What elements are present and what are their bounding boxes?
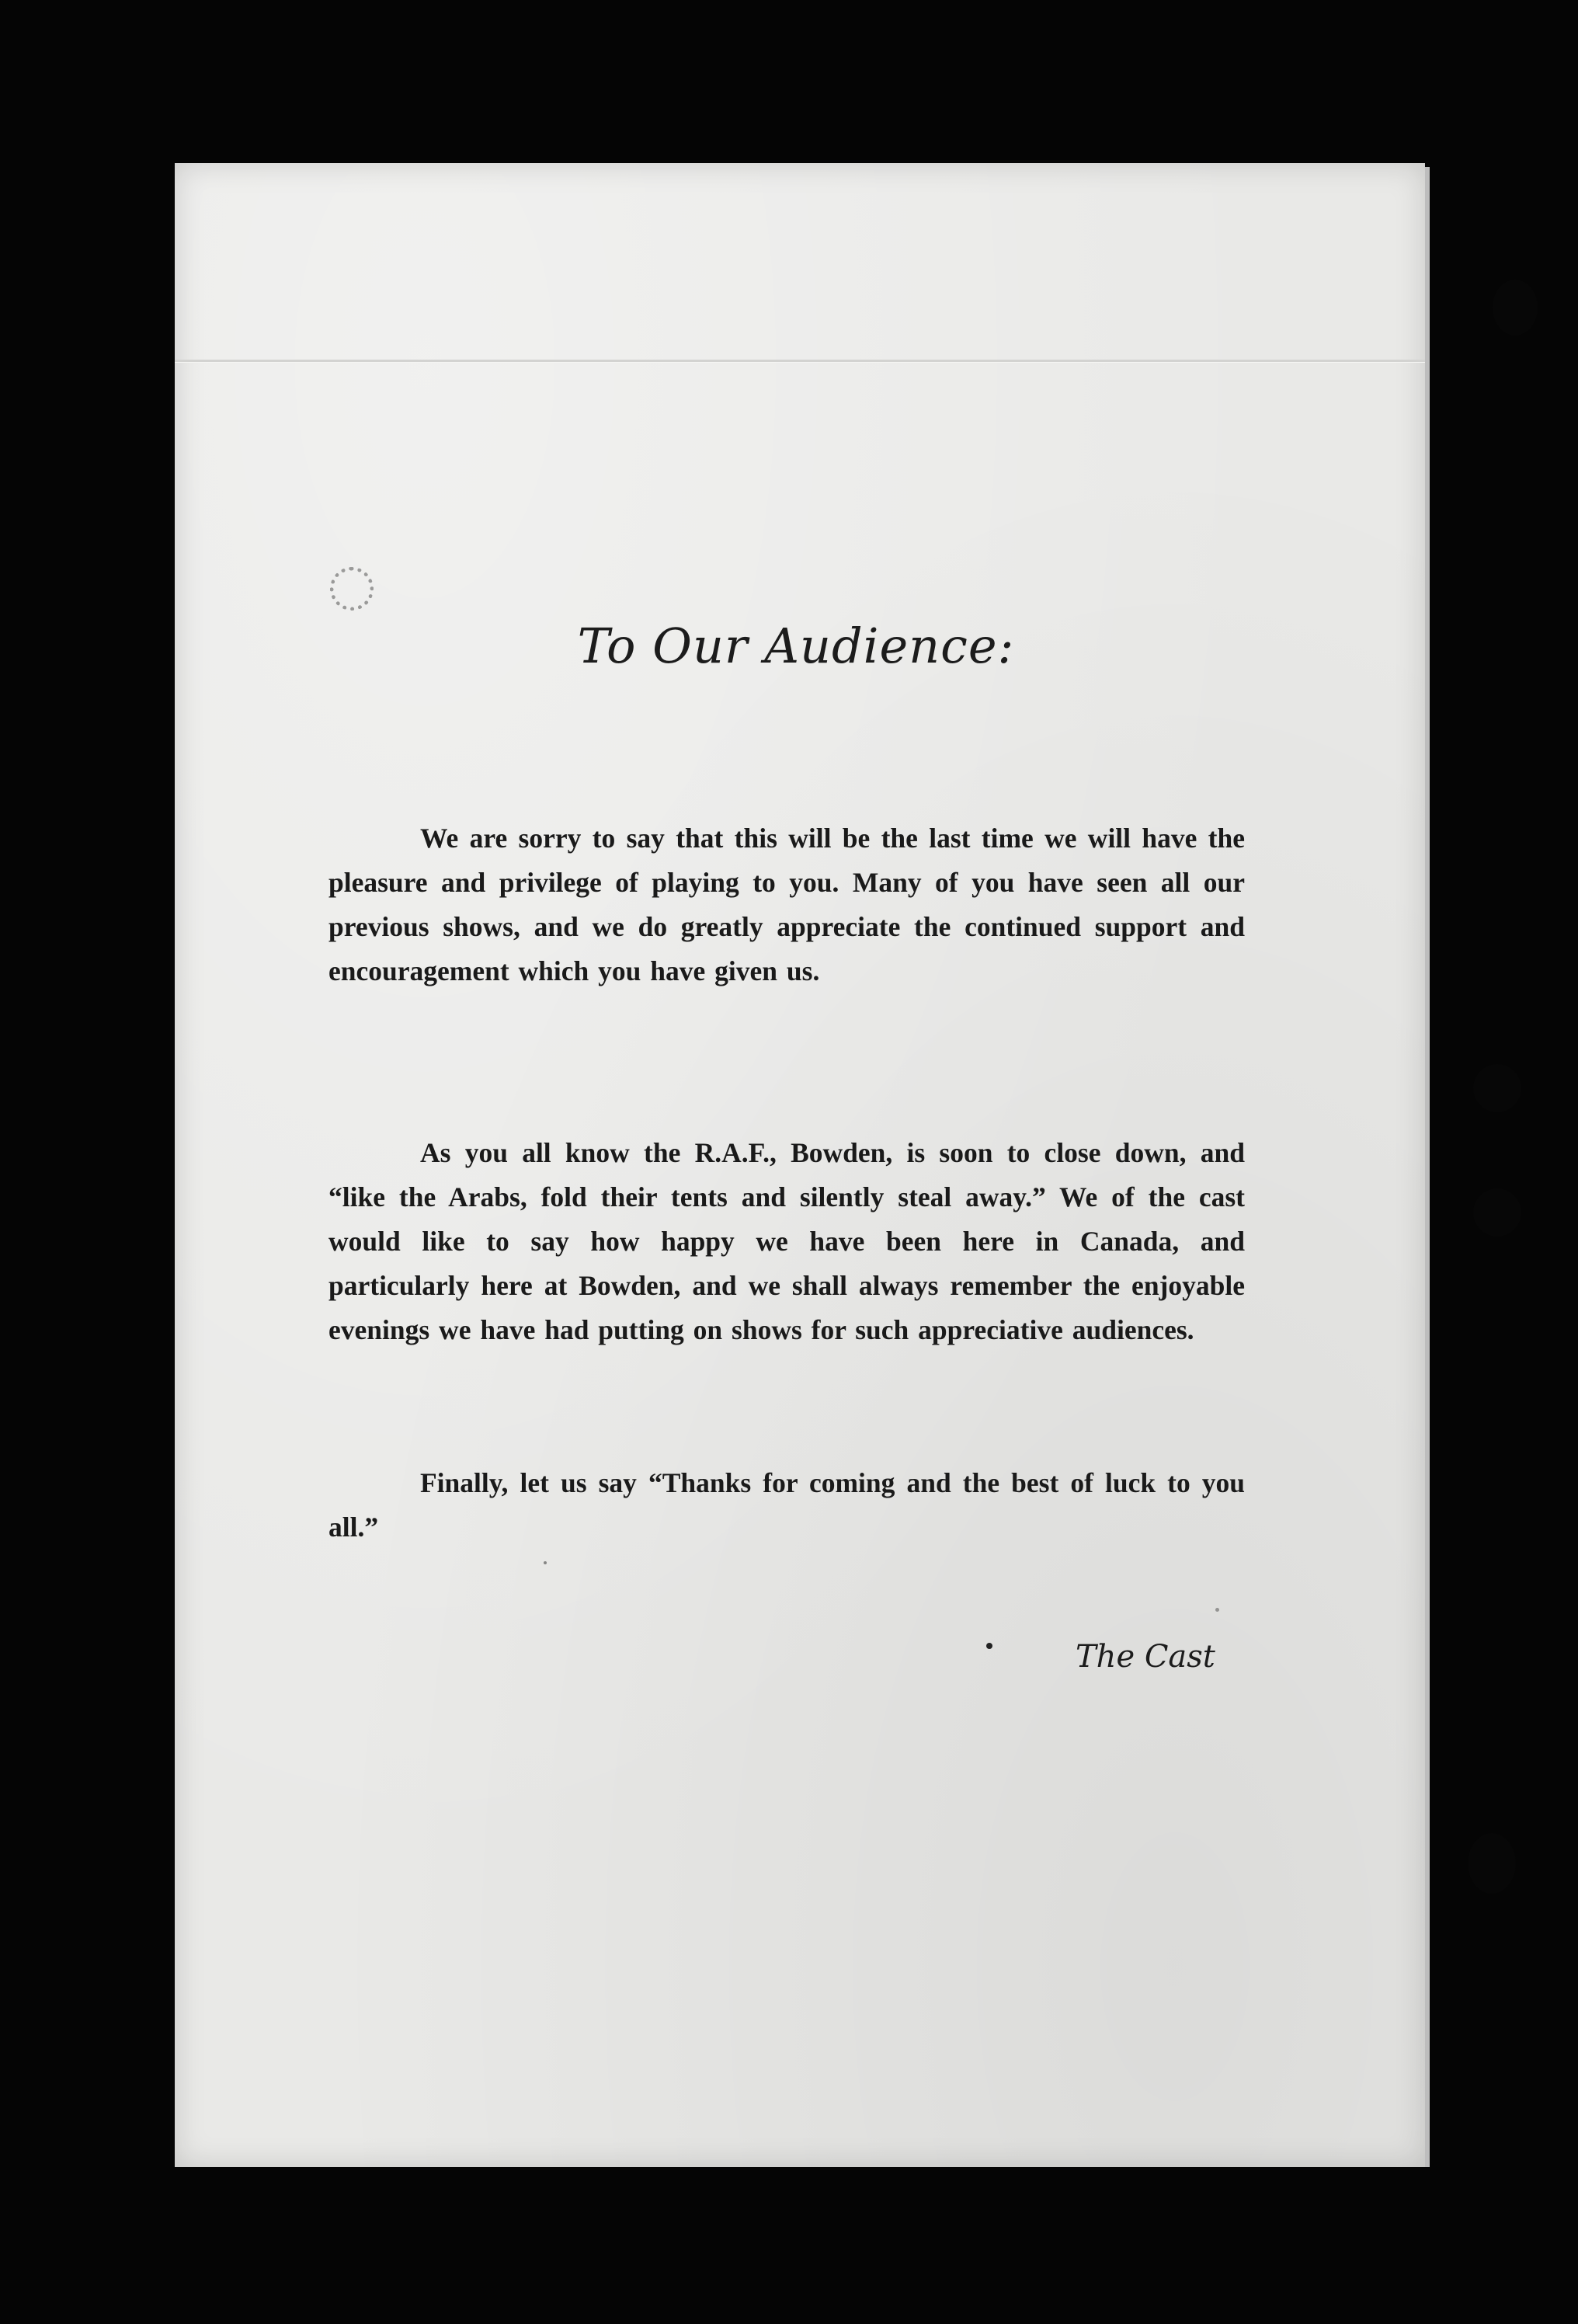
punch-hole-top (1493, 280, 1538, 336)
paragraph-1: We are sorry to say that this will be the last time we will have the pleasure and privilege of playing to you. Many of you have seen all our previous shows, and we do greatly appreciate the continued support and encouragement which you have given us. (328, 822, 1245, 986)
ink-speck (1215, 1608, 1219, 1612)
paragraph-3: Finally, let us say “Thanks for coming and the best of luck to you all.” (328, 1466, 1245, 1543)
signature: The Cast (1076, 1639, 1215, 1675)
paragraph-2: As you all know the R.A.F., Bowden, is soon to close down, and “like the Arabs, fold their tents and silently steal away.” We of the cast would like to say how happy we have been here in Canada, and particularly here at Bowden, and we shall always remember the enjoyable evenings we have had putting on shows for such appreciative audiences. (328, 1136, 1245, 1345)
ornament-flower-icon (330, 567, 374, 611)
program-page (175, 163, 1425, 2167)
punch-hole-bottom (1468, 1833, 1516, 1894)
page-edge (1425, 167, 1430, 2167)
page-title: To Our Audience: (577, 618, 1015, 674)
punch-hole-middle-2 (1473, 1188, 1521, 1237)
punch-hole-middle-1 (1473, 1064, 1521, 1112)
ink-speck (544, 1561, 547, 1564)
ink-speck (986, 1643, 992, 1649)
fold-line (175, 360, 1425, 363)
